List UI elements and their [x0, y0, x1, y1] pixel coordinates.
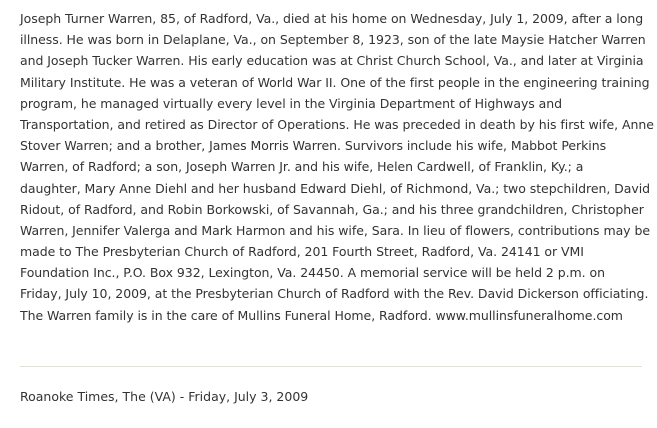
obituary-line: The Warren family is in the care of Mullins Funeral Home, Radford. www.mullinsfuneralhome.com	[20, 307, 623, 323]
obituary-line: Warren, of Radford; a son, Joseph Warren Jr. and his wife, Helen Cardwell, of Franklin, Ky.; a	[20, 159, 584, 175]
obituary-line: program, he managed virtually every level in the Virginia Department of Highways and	[20, 95, 563, 111]
obituary-line: illness. He was born in Delaplane, Va., on September 8, 1923, son of the late Maysie Hatcher Warren	[20, 32, 646, 48]
obituary-line: Joseph Turner Warren, 85, of Radford, Va., died at his home on Wednesday, July 1, 2009, after a long	[20, 11, 644, 26]
obituary-line: made to The Presbyterian Church of Radford, 201 Fourth Street, Radford, Va. 24141 or VMI	[20, 244, 584, 260]
obituary-line: Military Institute. He was a veteran of World War II. One of the first people in the engineering training	[20, 74, 650, 90]
section-divider	[20, 366, 642, 367]
obituary-line: Transportation, and retired as Director of Operations. He was preceded in death by his first wife, Anne	[20, 116, 654, 132]
obituary-line: and Joseph Tucker Warren. His early education was at Christ Church School, Va., and later at Virginia	[20, 53, 644, 69]
obituary-line: Friday, July 10, 2009, at the Presbyterian Church of Radford with the Rev. David Dickerson officiating.	[20, 286, 649, 302]
obituary-line: Foundation Inc., P.O. Box 932, Lexington, Va. 24450. A memorial service will be held 2 p.m. on	[20, 265, 605, 281]
obituary-text	[20, 8, 654, 326]
obituary-line: daughter, Mary Anne Diehl and her husband Edward Diehl, of Richmond, Va.; two stepchildren, David	[20, 180, 651, 196]
obituary-line: Stover Warren; and a brother, James Morris Warren. Survivors include his wife, Mabbot Perkins	[20, 138, 607, 154]
obituary-line: Warren, Jennifer Valerga and Mark Harmon and his wife, Sara. In lieu of flowers, contributions may be	[20, 222, 650, 238]
source-citation: Roanoke Times, The (VA) - Friday, July 3, 2009	[20, 389, 309, 404]
obituary-line: Ridout, of Radford, and Robin Borkowski, of Savannah, Ga.; and his three grandchildren, Christopher	[20, 201, 644, 217]
